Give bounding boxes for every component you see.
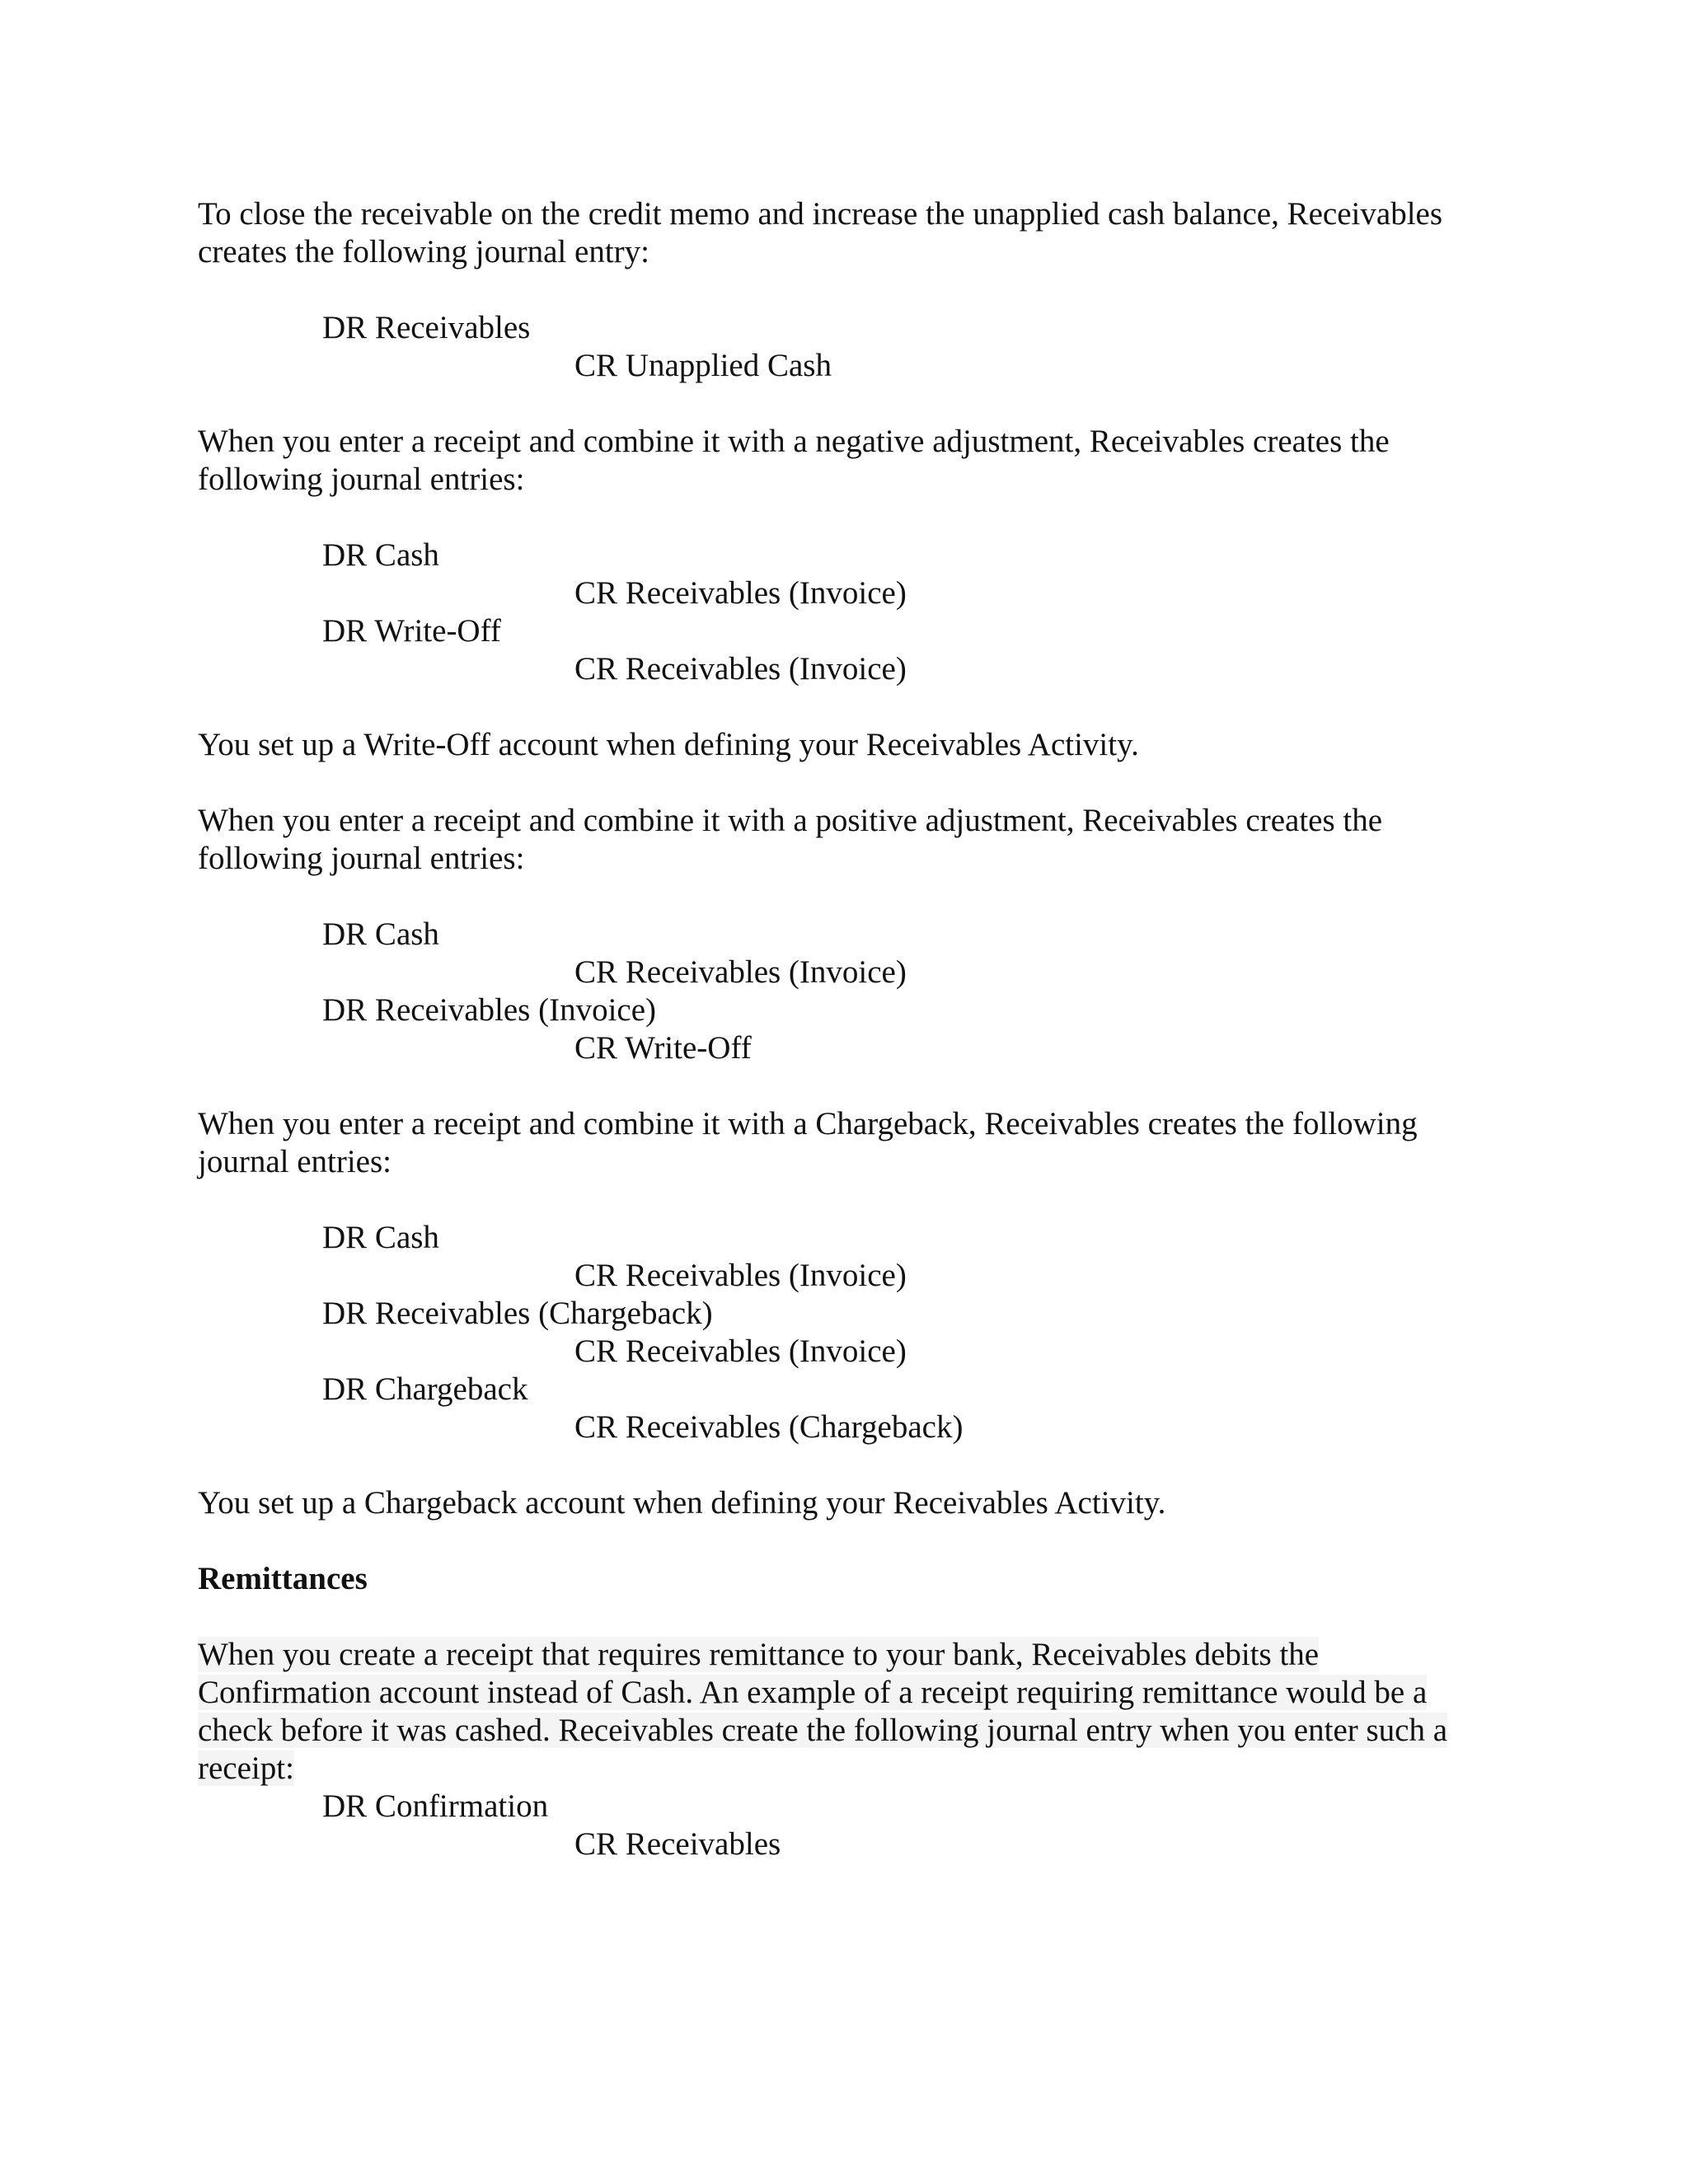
journal-credit-line: CR Receivables (Invoice) — [574, 651, 907, 687]
remittances-text: When you create a receipt that requires remittance to your bank, Receivables debits the Confirmation account instead of Cash. An example of a receipt requiring remittance would be a check before it was cashed. Receivables create the following journal entry when you enter such a receipt: — [198, 1637, 1448, 1786]
journal-debit-line: DR Write-Off — [322, 613, 501, 649]
journal-credit-line: CR Write-Off — [574, 1030, 752, 1066]
journal-debit-line: DR Chargeback — [322, 1371, 528, 1407]
journal-credit-line: CR Receivables (Invoice) — [574, 575, 907, 611]
journal-debit-line: DR Receivables (Invoice) — [322, 992, 657, 1028]
journal-credit-line: CR Receivables (Invoice) — [574, 1258, 907, 1293]
journal-credit-line: CR Unapplied Cash — [574, 348, 832, 383]
remittances-paragraph — [198, 1636, 1492, 1788]
positive-adjustment-paragraph: When you enter a receipt and combine it with a positive adjustment, Receivables creates the following journal entries: — [198, 803, 1383, 876]
journal-credit-line: CR Receivables (Invoice) — [574, 954, 907, 990]
journal-credit-line: CR Receivables (Invoice) — [574, 1333, 907, 1369]
journal-debit-line: DR Cash — [322, 916, 439, 952]
journal-credit-line: CR Receivables — [574, 1826, 781, 1862]
journal-debit-line: DR Cash — [322, 1220, 439, 1255]
journal-credit-line: CR Receivables (Chargeback) — [574, 1409, 964, 1445]
journal-debit-line: DR Confirmation — [322, 1788, 549, 1824]
journal-debit-line: DR Receivables — [322, 310, 531, 345]
chargeback-note: You set up a Chargeback account when defining your Receivables Activity. — [198, 1485, 1166, 1521]
journal-debit-line: DR Receivables (Chargeback) — [322, 1296, 713, 1331]
remittances-heading: Remittances — [198, 1561, 368, 1596]
journal-debit-line: DR Cash — [322, 537, 439, 573]
chargeback-paragraph: When you enter a receipt and combine it with a Chargeback, Receivables creates the following journal entries: — [198, 1106, 1418, 1179]
write-off-note: You set up a Write-Off account when defining your Receivables Activity. — [198, 727, 1139, 762]
intro-paragraph: To close the receivable on the credit memo and increase the unapplied cash balance, Receivables creates the following journal entry: — [198, 196, 1443, 269]
negative-adjustment-paragraph: When you enter a receipt and combine it with a negative adjustment, Receivables creates the following journal entries: — [198, 424, 1390, 497]
